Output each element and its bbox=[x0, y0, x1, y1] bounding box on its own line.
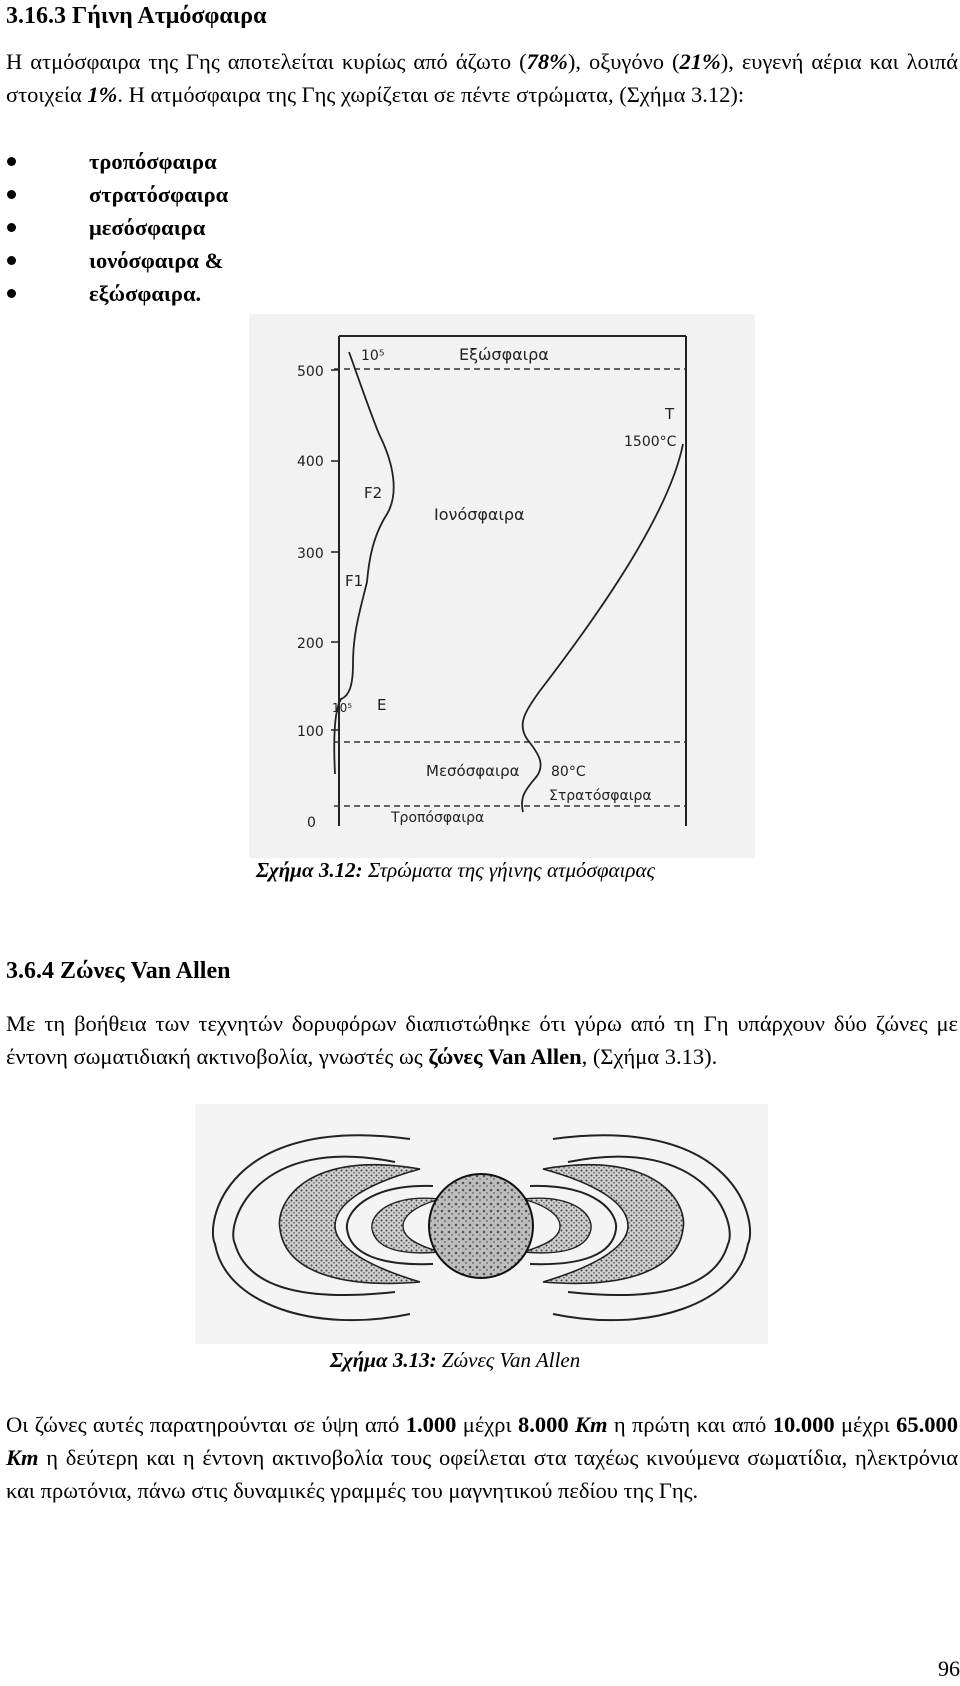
caption-label: Σχήμα 3.12: bbox=[256, 858, 363, 882]
paragraph-van-allen-intro bbox=[6, 1007, 958, 1073]
label-stratosphere: Στρατόσφαιρα bbox=[549, 788, 652, 804]
y-tick: 0 bbox=[307, 815, 316, 831]
list-item: εξώσφαιρα. bbox=[0, 277, 228, 310]
value: 10.000 bbox=[772, 1412, 835, 1437]
text-run: ), ευγενή αέρια και λοιπά στοιχεία bbox=[6, 49, 958, 107]
y-tick: 100 bbox=[297, 724, 324, 740]
text-run: Οι ζώνες αυτές παρατηρούνται σε ύψη από bbox=[6, 1412, 406, 1437]
label-f2: F2 bbox=[364, 484, 383, 502]
text-run: Η ατμόσφαιρα της Γης αποτελείται κυρίως από άζωτο ( bbox=[6, 49, 527, 74]
caption-text: Ζώνες Van Allen bbox=[436, 1348, 581, 1372]
label-temp-high: 1500°C bbox=[624, 434, 677, 450]
list-item: τροπόσφαιρα bbox=[0, 145, 228, 178]
unit: Km bbox=[6, 1445, 39, 1470]
y-tick: 500 bbox=[297, 364, 324, 380]
list-item: μεσόσφαιρα bbox=[0, 211, 228, 244]
text-run: ), οξυγόνο ( bbox=[567, 49, 680, 74]
label-temp-low: 80°C bbox=[551, 764, 586, 780]
label-ionosphere: Ιονόσφαιρα bbox=[434, 505, 525, 524]
figure-caption-3-13 bbox=[330, 1348, 580, 1373]
label-mesosphere: Μεσόσφαιρα bbox=[426, 762, 520, 780]
caption-text: Στρώματα της γήινης ατμόσφαιρας bbox=[362, 858, 655, 882]
nitrogen-percent: 78% bbox=[526, 49, 568, 74]
paragraph-atmosphere-intro bbox=[6, 45, 958, 111]
van-allen-diagram bbox=[195, 1104, 768, 1344]
value: 8.000 bbox=[517, 1412, 569, 1437]
unit: Km bbox=[574, 1412, 608, 1437]
label-exosphere: Εξώσφαιρα bbox=[459, 345, 549, 364]
figure-caption-3-12 bbox=[256, 858, 655, 883]
y-tick: 400 bbox=[297, 454, 324, 470]
oxygen-percent: 21% bbox=[679, 49, 721, 74]
value: 65.000 bbox=[896, 1412, 959, 1437]
section-heading-van-allen: 3.6.4 Ζώνες Van Allen bbox=[6, 958, 231, 984]
label-e: E bbox=[377, 696, 387, 714]
van-allen-figure bbox=[195, 1104, 768, 1344]
y-tick: 300 bbox=[297, 546, 324, 562]
list-item: στρατόσφαιρα bbox=[0, 178, 228, 211]
label-f1: F1 bbox=[345, 572, 364, 590]
text-run: η δεύτερη και η έντονη ακτινοβολία τους οφείλεται στα ταχέως κινούμενα σωματίδια, ηλεκτρόνια και πρωτόνια, πάνω στις δυναμικές γραμμές του μαγνητικού πεδίου της Γης. bbox=[6, 1445, 958, 1503]
list-item: ιονόσφαιρα & bbox=[0, 244, 228, 277]
label-top-density: 10⁵ bbox=[361, 348, 385, 364]
label-e-density: 10⁵ bbox=[332, 701, 353, 715]
label-troposphere: Τροπόσφαιρα bbox=[391, 810, 485, 826]
paragraph-van-allen-heights bbox=[6, 1408, 958, 1507]
label-t: T bbox=[665, 405, 675, 423]
text-run: μέχρι bbox=[456, 1412, 518, 1437]
layers-list bbox=[0, 145, 228, 310]
text-run: μέχρι bbox=[834, 1412, 897, 1437]
text-run: Με τη βοήθεια των τεχνητών δορυφόρων διαπιστώθηκε ότι γύρω από τη Γη υπάρχουν δύο ζώνες με έντονη σωματιδιακή ακτινοβολία, γνωστές ως bbox=[6, 1011, 958, 1069]
text-run: η πρώτη και από bbox=[607, 1412, 773, 1437]
section-heading-atmosphere: 3.16.3 Γήινη Ατμόσφαιρα bbox=[6, 3, 267, 29]
text-run: , (Σχήμα 3.13). bbox=[581, 1044, 718, 1069]
page-number: 96 bbox=[938, 1656, 960, 1681]
other-percent: 1% bbox=[87, 82, 118, 107]
atmosphere-layers-figure bbox=[249, 314, 755, 858]
text-run: . Η ατμόσφαιρα της Γης χωρίζεται σε πέντε στρώματα, (Σχήμα 3.12): bbox=[117, 82, 745, 107]
van-allen-term: ζώνες Van Allen bbox=[428, 1044, 582, 1069]
value: 1.000 bbox=[405, 1412, 457, 1437]
atmosphere-diagram bbox=[249, 314, 755, 858]
y-tick: 200 bbox=[297, 636, 324, 652]
caption-label: Σχήμα 3.13: bbox=[330, 1348, 437, 1372]
earth-globe bbox=[429, 1174, 533, 1278]
